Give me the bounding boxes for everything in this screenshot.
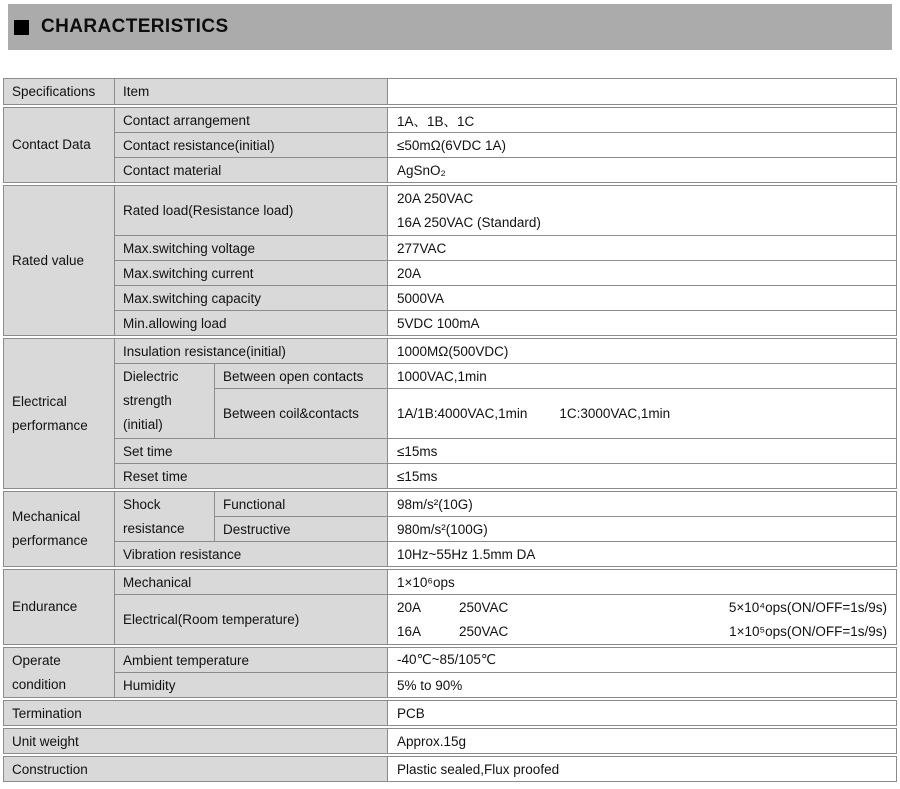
col-header-specifications: Specifications — [4, 79, 115, 104]
item-cell: Max.switching current — [115, 261, 388, 285]
section-endurance — [3, 569, 897, 645]
spec-label-line: performance — [12, 417, 88, 433]
item-cell: Electrical(Room temperature) — [115, 595, 388, 644]
item-cell: Reset time — [115, 464, 388, 488]
value-line — [388, 596, 896, 620]
table-row — [215, 492, 896, 516]
value-cell: 277VAC — [388, 236, 896, 260]
section-construction — [3, 756, 897, 782]
table-row — [115, 235, 896, 260]
table-row — [115, 648, 896, 672]
table-row — [115, 463, 896, 488]
spec-label-line: Mechanical — [12, 509, 81, 524]
table-row — [215, 364, 896, 388]
value-cell: PCB — [388, 701, 896, 725]
dielectric-strength-block — [115, 363, 896, 438]
item-cell: Max.switching voltage — [115, 236, 388, 260]
spec-label-mechanical-performance — [4, 492, 115, 566]
section-operate-condition — [3, 647, 897, 698]
value-cell: 5VDC 100mA — [388, 311, 896, 335]
table-row — [115, 310, 896, 335]
item-cell: Vibration resistance — [115, 542, 388, 566]
value-cell: 1000MΩ(500VDC) — [388, 339, 896, 363]
section-electrical-performance — [3, 338, 897, 489]
value-cell: ≤15ms — [388, 439, 896, 463]
spec-label-contact-data: Contact Data — [4, 108, 115, 182]
section-header-bar — [8, 4, 892, 50]
item-cell: Insulation resistance(initial) — [115, 339, 388, 363]
wide-label-unit-weight: Unit weight — [4, 729, 388, 753]
value-cell — [388, 595, 896, 644]
item-cell: Set time — [115, 439, 388, 463]
col-header-value — [388, 79, 896, 104]
value-cell: 5000VA — [388, 286, 896, 310]
item-cell: Humidity — [115, 673, 388, 697]
value-cell: Plastic sealed,Flux proofed — [388, 757, 896, 781]
value-cell — [388, 186, 896, 235]
col-header-item: Item — [115, 79, 388, 104]
sub-label-line: Dielectric — [123, 369, 179, 384]
endurance-voltage: 250VAC — [459, 624, 509, 639]
sub-label-line: (initial) — [123, 417, 163, 432]
section-termination — [3, 700, 897, 726]
value-cell: -40℃~85/105℃ — [388, 648, 896, 672]
sub-label-line: resistance — [123, 520, 185, 536]
table-row — [115, 339, 896, 363]
table-header-row — [3, 78, 897, 105]
section-marker-icon — [14, 20, 29, 35]
section-rated-value — [3, 185, 897, 336]
item-cell: Destructive — [215, 517, 388, 541]
section-mechanical-performance — [3, 491, 897, 567]
endurance-voltage: 250VAC — [459, 600, 509, 615]
spec-label-operate-condition — [4, 648, 115, 697]
table-row — [115, 570, 896, 594]
spec-label-line: Operate — [12, 652, 61, 668]
table-row — [115, 541, 896, 566]
table-row — [115, 594, 896, 644]
item-cell: Between coil&contacts — [215, 389, 388, 438]
item-cell: Min.allowing load — [115, 311, 388, 335]
table-row — [215, 388, 896, 438]
table-row — [115, 438, 896, 463]
table-row — [115, 186, 896, 235]
item-cell: Contact resistance(initial) — [115, 133, 388, 157]
value-line: 16A 250VAC (Standard) — [397, 215, 541, 230]
table-row — [215, 516, 896, 541]
table-row — [115, 132, 896, 157]
value-line: 20A 250VAC — [397, 191, 474, 206]
value-cell: 1A、1B、1C — [388, 108, 896, 132]
table-row — [115, 157, 896, 182]
table-row — [115, 260, 896, 285]
value-part: 1A/1B:4000VAC,1min — [397, 406, 528, 421]
table-row — [115, 285, 896, 310]
spec-label-line: performance — [12, 533, 88, 548]
endurance-current: 16A — [397, 624, 422, 639]
value-cell: 5% to 90% — [388, 673, 896, 697]
section-unit-weight — [3, 728, 897, 754]
value-cell: 10Hz~55Hz 1.5mm DA — [388, 542, 896, 566]
item-cell: Max.switching capacity — [115, 286, 388, 310]
shock-resistance-block — [115, 492, 896, 541]
value-cell: AgSnO₂ — [388, 158, 896, 182]
item-cell: Contact material — [115, 158, 388, 182]
value-cell: 98m/s²(10G) — [388, 492, 896, 516]
sub-label-dielectric-strength — [115, 364, 215, 438]
wide-label-termination: Termination — [4, 701, 388, 725]
sub-label-line: Shock — [123, 496, 161, 512]
item-cell: Mechanical — [115, 570, 388, 594]
wide-label-construction: Construction — [4, 757, 388, 781]
page-title: CHARACTERISTICS — [41, 16, 229, 37]
value-part: 1C:3000VAC,1min — [559, 406, 671, 421]
value-cell — [388, 389, 896, 438]
item-cell: Contact arrangement — [115, 108, 388, 132]
sub-label-line: strength — [123, 393, 172, 408]
value-cell: ≤15ms — [388, 464, 896, 488]
characteristics-table — [3, 78, 897, 782]
spec-label-endurance: Endurance — [4, 570, 115, 644]
spec-label-electrical-performance — [4, 339, 115, 488]
value-cell: 20A — [388, 261, 896, 285]
item-cell: Ambient temperature — [115, 648, 388, 672]
spec-label-line: Electrical — [12, 393, 67, 409]
value-cell: 1000VAC,1min — [388, 364, 896, 388]
item-cell: Rated load(Resistance load) — [115, 186, 388, 235]
value-cell: ≤50mΩ(6VDC 1A) — [388, 133, 896, 157]
endurance-ops: 5×10⁴ops(ON/OFF=1s/9s) — [728, 600, 887, 615]
sub-label-shock-resistance — [115, 492, 215, 541]
table-row — [115, 108, 896, 132]
page — [0, 4, 900, 782]
value-line — [388, 620, 896, 644]
section-contact-data — [3, 107, 897, 183]
table-row — [115, 672, 896, 697]
value-cell: Approx.15g — [388, 729, 896, 753]
item-cell: Between open contacts — [215, 364, 388, 388]
endurance-current: 20A — [397, 600, 422, 615]
value-cell: 980m/s²(100G) — [388, 517, 896, 541]
item-cell: Functional — [215, 492, 388, 516]
spec-label-rated-value: Rated value — [4, 186, 115, 335]
value-cell: 1×10⁶ops — [388, 570, 896, 594]
endurance-ops: 1×10⁵ops(ON/OFF=1s/9s) — [729, 624, 887, 639]
spec-label-line: condition — [12, 676, 67, 692]
